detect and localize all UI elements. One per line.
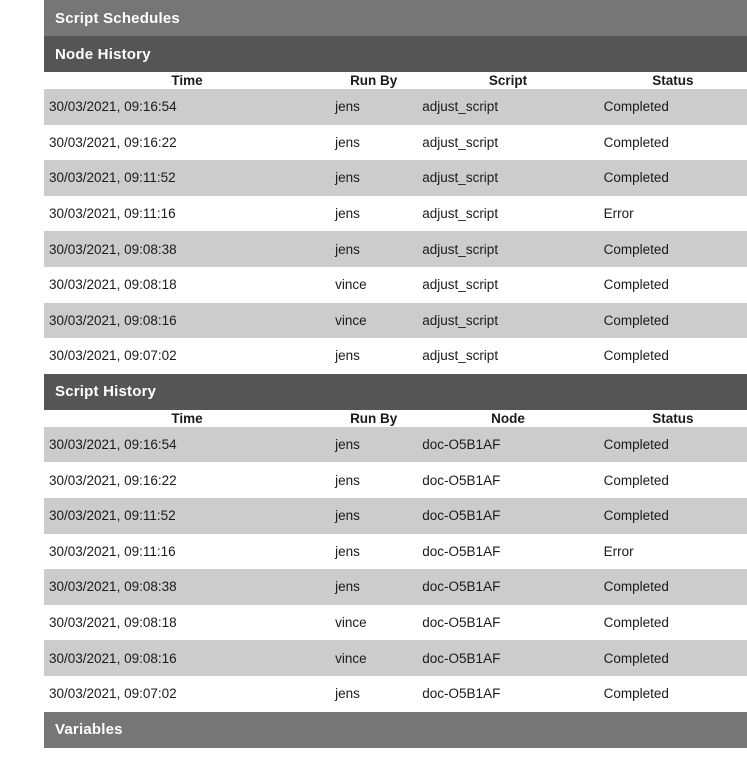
- table-row: [44, 534, 747, 570]
- table-row: [44, 196, 747, 232]
- column-header-run-by: Run By: [350, 73, 398, 88]
- cell-time: 30/03/2021, 09:16:54: [49, 99, 177, 115]
- cell-script: adjust_script: [422, 170, 499, 186]
- cell-status: Completed: [603, 99, 669, 115]
- cell-run-by: jens: [335, 206, 360, 222]
- section-header-script-schedules[interactable]: [44, 0, 747, 36]
- cell-run-by: vince: [335, 312, 367, 328]
- table-row: [44, 427, 747, 463]
- cell-script: adjust_script: [422, 348, 499, 364]
- cell-time: 30/03/2021, 09:11:52: [49, 170, 176, 186]
- table-row: [44, 125, 747, 161]
- cell-run-by: jens: [335, 348, 360, 364]
- cell-time: 30/03/2021, 09:08:16: [49, 312, 177, 328]
- cell-node: doc-O5B1AF: [422, 650, 501, 666]
- section-header-script-history[interactable]: [44, 374, 747, 410]
- cell-time: 30/03/2021, 09:08:38: [49, 241, 177, 257]
- cell-status: Completed: [603, 472, 669, 488]
- cell-status: Completed: [603, 437, 669, 453]
- cell-status: Completed: [603, 170, 669, 186]
- cell-status: Completed: [603, 615, 669, 631]
- column-header-script: Script: [488, 73, 528, 88]
- cell-node: doc-O5B1AF: [422, 579, 501, 595]
- cell-run-by: jens: [335, 686, 360, 702]
- table-row: [44, 640, 747, 676]
- table-row: [44, 89, 747, 125]
- cell-node: doc-O5B1AF: [422, 543, 501, 559]
- cell-time: 30/03/2021, 09:08:18: [49, 277, 177, 293]
- cell-script: adjust_script: [422, 206, 499, 222]
- cell-node: doc-O5B1AF: [422, 472, 501, 488]
- cell-time: 30/03/2021, 09:11:16: [49, 206, 176, 222]
- cell-status: Completed: [603, 277, 669, 293]
- cell-run-by: jens: [335, 437, 360, 453]
- column-header-time: Time: [171, 73, 203, 88]
- cell-run-by: vince: [335, 277, 367, 293]
- cell-status: Completed: [603, 312, 669, 328]
- cell-status: Completed: [603, 134, 669, 150]
- table-row: [44, 303, 747, 339]
- table-row: [44, 160, 747, 196]
- cell-run-by: jens: [335, 99, 360, 115]
- table-row: [44, 498, 747, 534]
- cell-run-by: vince: [335, 615, 367, 631]
- cell-run-by: jens: [335, 579, 360, 595]
- cell-status: Error: [603, 543, 634, 559]
- cell-script: adjust_script: [422, 277, 499, 293]
- cell-status: Completed: [603, 579, 669, 595]
- table-row: [44, 676, 747, 712]
- section-title: Script Schedules: [55, 9, 180, 27]
- cell-time: 30/03/2021, 09:11:52: [49, 508, 176, 524]
- cell-status: Completed: [603, 686, 669, 702]
- table-row: [44, 338, 747, 374]
- cell-run-by: jens: [335, 472, 360, 488]
- section-title: Variables: [55, 721, 123, 738]
- cell-node: doc-O5B1AF: [422, 686, 501, 702]
- cell-run-by: jens: [335, 508, 360, 524]
- cell-script: adjust_script: [422, 134, 499, 150]
- cell-status: Error: [603, 206, 634, 222]
- cell-status: Completed: [603, 241, 669, 257]
- script-history-table: [44, 410, 747, 712]
- cell-status: Completed: [603, 348, 669, 364]
- cell-time: 30/03/2021, 09:08:18: [49, 615, 177, 631]
- table-row: [44, 267, 747, 303]
- cell-time: 30/03/2021, 09:16:54: [49, 437, 177, 453]
- cell-node: doc-O5B1AF: [422, 437, 501, 453]
- table-row: [44, 569, 747, 605]
- cell-node: doc-O5B1AF: [422, 508, 501, 524]
- cell-status: Completed: [603, 650, 669, 666]
- section-title: Script History: [55, 383, 157, 401]
- table-row: [44, 605, 747, 641]
- cell-time: 30/03/2021, 09:16:22: [49, 472, 177, 488]
- cell-time: 30/03/2021, 09:11:16: [49, 543, 176, 559]
- column-header-status: Status: [652, 410, 694, 426]
- table-header-row: [44, 410, 747, 427]
- column-header-node: Node: [491, 410, 525, 426]
- cell-run-by: vince: [335, 650, 367, 666]
- section-title: Node History: [55, 45, 151, 63]
- cell-node: doc-O5B1AF: [422, 615, 501, 631]
- script-manager-panel: [44, 0, 747, 748]
- cell-time: 30/03/2021, 09:07:02: [49, 348, 177, 364]
- column-header-run-by: Run By: [350, 410, 398, 426]
- section-header-variables[interactable]: [44, 712, 747, 748]
- cell-run-by: jens: [335, 170, 360, 186]
- table-row: [44, 462, 747, 498]
- cell-script: adjust_script: [422, 99, 499, 115]
- cell-run-by: jens: [335, 241, 360, 257]
- column-header-status: Status: [652, 73, 694, 88]
- node-history-table: [44, 72, 747, 374]
- table-row: [44, 231, 747, 267]
- section-header-node-history[interactable]: [44, 36, 747, 72]
- cell-time: 30/03/2021, 09:08:38: [49, 579, 177, 595]
- column-header-time: Time: [171, 410, 203, 426]
- cell-run-by: jens: [335, 543, 360, 559]
- cell-time: 30/03/2021, 09:08:16: [49, 650, 177, 666]
- cell-time: 30/03/2021, 09:07:02: [49, 686, 177, 702]
- cell-script: adjust_script: [422, 312, 499, 328]
- cell-run-by: jens: [335, 134, 360, 150]
- cell-status: Completed: [603, 508, 669, 524]
- table-header-row: [44, 72, 747, 89]
- cell-time: 30/03/2021, 09:16:22: [49, 134, 177, 150]
- cell-script: adjust_script: [422, 241, 499, 257]
